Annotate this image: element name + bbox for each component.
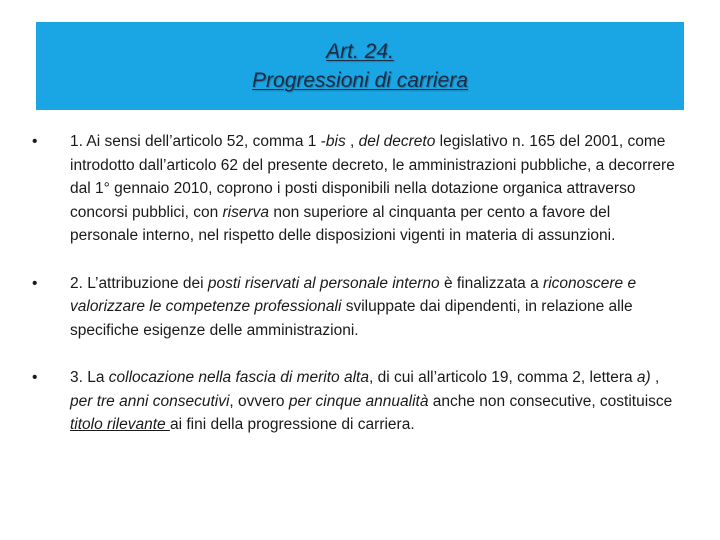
text-segment: riconoscere e valorizzare le competenze professionali — [70, 274, 637, 315]
text-segment: bis — [325, 133, 346, 150]
title-line-article: Art. 24. — [326, 40, 394, 63]
text-segment: ai fini della progressione di carriera. — [169, 416, 415, 433]
title-line-subject: Progressioni di carriera — [252, 69, 468, 92]
text-segment: , — [650, 369, 660, 386]
text-segment: legislativo n. 165 del 2001, come introdotto dall’articolo 62 del presente decreto, le amministrazioni pubbliche, a decorrere dal 1° gennaio 2010, coprono i posti disponibili nella dotazione organica attraverso concorsi pubblici, con — [70, 133, 675, 221]
text-segment: per tre anni consecutivi — [70, 392, 230, 410]
text-segment: , ovvero — [229, 392, 289, 410]
text-segment: per cinque annualità — [288, 392, 429, 410]
paragraph-text — [70, 133, 675, 244]
text-segment: titolo rilevante — [70, 416, 170, 433]
text-segment: 1. Ai sensi dell’articolo 52, comma 1 - — [70, 133, 326, 150]
text-segment: 3. La — [70, 369, 109, 386]
bullet-marker: • — [32, 133, 38, 150]
text-segment: 2. L’attribuzione dei — [70, 274, 208, 292]
text-segment: , — [345, 133, 359, 150]
text-segment: è finalizzata a — [439, 274, 544, 292]
text-segment: collocazione nella fascia di merito alta — [108, 369, 369, 386]
paragraph-3 — [32, 366, 682, 437]
text-segment: non superiore al cinquanta per cento a favore del personale interno, nel rispetto delle disposizioni vigenti in materia di assunzioni. — [70, 203, 616, 244]
paragraph-1 — [32, 130, 682, 248]
paragraph-2 — [32, 272, 682, 343]
bullet-marker: • — [32, 369, 38, 386]
paragraph-text — [70, 275, 636, 339]
text-segment: posti riservati al personale interno — [207, 274, 440, 292]
paragraph-text — [70, 369, 672, 433]
text-segment: a) — [636, 369, 651, 386]
text-segment: , di cui all’articolo 19, comma 2, lettera — [368, 369, 637, 386]
text-segment: riserva — [222, 203, 270, 221]
bullet-marker: • — [32, 274, 38, 292]
title-banner — [36, 22, 684, 110]
text-segment: sviluppate dai dipendenti, in relazione alle specifiche esigenze delle amministrazioni. — [70, 298, 633, 339]
text-segment: anche non consecutive, costituisce — [428, 392, 673, 410]
paragraph-list — [32, 130, 682, 461]
text-segment: del decreto — [358, 133, 436, 150]
